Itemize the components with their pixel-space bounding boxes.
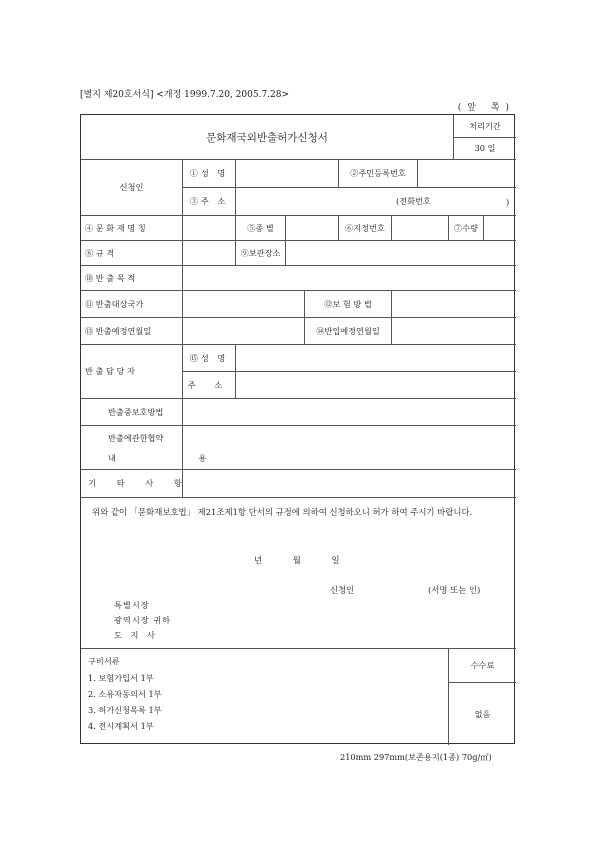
heritage-name-field[interactable] [182, 215, 235, 240]
page-side-label: (앞 쪽) [457, 103, 515, 113]
return-date-label: ⑭반입예정연월일 [304, 317, 391, 344]
signature-mark-label: (서명 또는 인) [428, 585, 481, 595]
document-item-2: 2. 소유자동의서 1부 [88, 689, 162, 699]
resident-id-field[interactable] [417, 159, 516, 187]
heritage-name-label: ④ 문 화 재 명 칭 [81, 215, 182, 240]
type-label: ⑤종 별 [235, 215, 285, 240]
processing-period-label: 처리기간 [453, 115, 516, 137]
return-date-field[interactable] [391, 317, 516, 344]
destination-country-label: ⑪ 반출대상국가 [81, 290, 182, 317]
applicant-name-field[interactable] [235, 159, 338, 187]
designation-number-field[interactable] [391, 215, 448, 240]
paper-spec-footer: 210mm 297mm(보존용지(1종) 70g/㎡) [340, 752, 492, 762]
handler-address-field[interactable] [235, 371, 516, 398]
form-reference: [별지 제20호서식] <개정 1999.7.20, 2005.7.28> [80, 90, 290, 100]
quantity-field[interactable] [483, 215, 516, 240]
addressee-3: 도 지 사 [114, 630, 158, 640]
destination-country-field[interactable] [182, 290, 304, 317]
other-matters-label: 기 타 사 항 [81, 469, 182, 497]
purpose-label: ⑩ 반 출 목 적 [81, 265, 182, 290]
other-matters-field[interactable] [182, 469, 516, 497]
processing-period-value: 30 일 [453, 137, 516, 159]
application-form [80, 114, 515, 744]
addressee-1: 특별시장 [114, 600, 150, 610]
fee-value: 없음 [448, 682, 516, 745]
addressee-2: 광역시장 귀하 [114, 615, 172, 625]
insurance-method-field[interactable] [391, 290, 516, 317]
size-label: ⑧ 규 격 [81, 240, 182, 265]
declaration-text: 위와 같이 「문화재보호법」 제21조제1항 단서의 규정에 의하여 신청하오니 허가 하여 주시기 바랍니다. [92, 507, 473, 517]
export-date-field[interactable] [182, 317, 304, 344]
resident-id-label: ②주민등록번호 [338, 159, 417, 187]
designation-number-label: ⑥지정번호 [338, 215, 391, 240]
quantity-label: ⑦수량 [448, 215, 483, 240]
agreement-label-line1: 반출에관한협약 [108, 432, 164, 443]
documents-label: 구비서류 [88, 656, 120, 666]
protection-method-label: 반출중보호방법 [81, 398, 182, 425]
document-item-1: 1. 보험가입서 1부 [88, 673, 154, 683]
export-date-label: ⑬ 반출예정연월일 [81, 317, 182, 344]
document-item-4: 4. 전시계획서 1부 [88, 721, 154, 731]
phone-label: (전화번호 [396, 196, 431, 206]
agreement-label [81, 425, 247, 469]
agreement-label-line2: 내 용 [108, 452, 247, 463]
size-field[interactable] [182, 240, 235, 265]
document-item-3: 3. 허가신청목록 1부 [88, 705, 162, 715]
applicant-label: 신청인 [81, 159, 182, 215]
fee-label: 수수료 [448, 648, 516, 682]
handler-name-label: ⑮성 명 [182, 344, 235, 371]
signature-applicant-label: 신청인 [330, 585, 355, 595]
storage-field[interactable] [285, 240, 516, 265]
storage-label: ⑨보관장소 [235, 240, 285, 265]
agreement-field[interactable] [182, 425, 516, 469]
date-line: 년 월 일 [254, 555, 340, 565]
applicant-address-label: ③주 소 [182, 187, 235, 215]
applicant-address-field[interactable] [235, 187, 516, 215]
protection-method-field[interactable] [182, 398, 516, 425]
phone-close: ) [506, 196, 510, 207]
export-handler-label: 반 출 담 당 자 [81, 344, 182, 398]
type-field[interactable] [285, 215, 338, 240]
form-title: 문화재국외반출허가신청서 [206, 131, 328, 144]
purpose-field[interactable] [182, 265, 516, 290]
insurance-method-label: ⑫보 험 방 법 [304, 290, 391, 317]
handler-address-label: 주 소 [182, 371, 235, 398]
applicant-name-label: ①성 명 [182, 159, 235, 187]
handler-name-field[interactable] [235, 344, 516, 371]
